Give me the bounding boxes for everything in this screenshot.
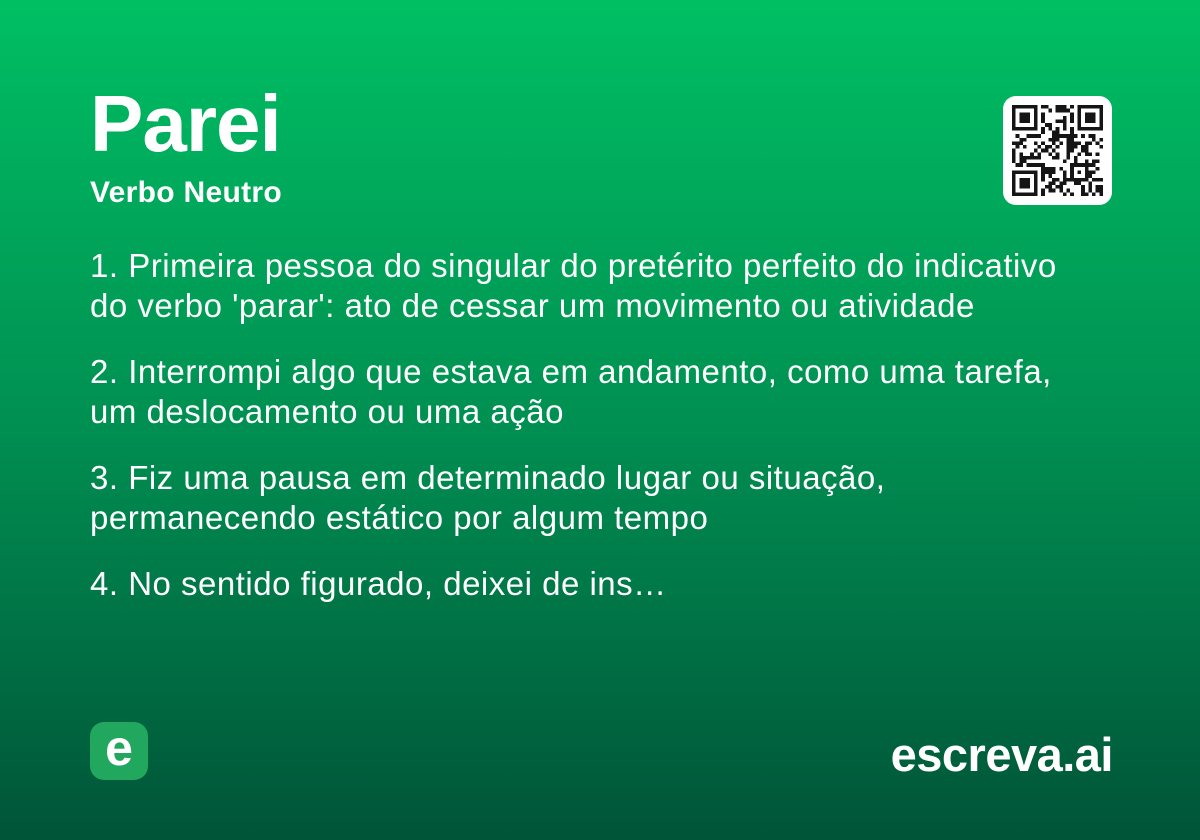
card-header <box>90 79 282 210</box>
definitions-list <box>90 246 1080 630</box>
qr-code-pattern <box>1012 105 1103 196</box>
qr-code-icon <box>1003 96 1112 205</box>
escreva-logo-icon <box>90 722 148 780</box>
brand-name: escreva.ai <box>890 728 1113 781</box>
definition-item: 3. Fiz uma pausa em determinado lugar ou situação, permanecendo estático por algum tempo <box>90 459 886 536</box>
definition-item: 2. Interrompi algo que estava em andamento, como uma tarefa, um deslocamento ou uma ação <box>90 353 1052 430</box>
definition-item: 4. No sentido figurado, deixei de ins… <box>90 565 667 602</box>
word-type-subtitle: Verbo Neutro <box>90 176 282 209</box>
word-title: Parei <box>90 79 281 168</box>
logo-letter: e <box>105 720 133 776</box>
definition-item: 1. Primeira pessoa do singular do pretérito perfeito do indicativo do verbo 'parar': ato de cessar um movimento ou atividade <box>90 247 1057 324</box>
